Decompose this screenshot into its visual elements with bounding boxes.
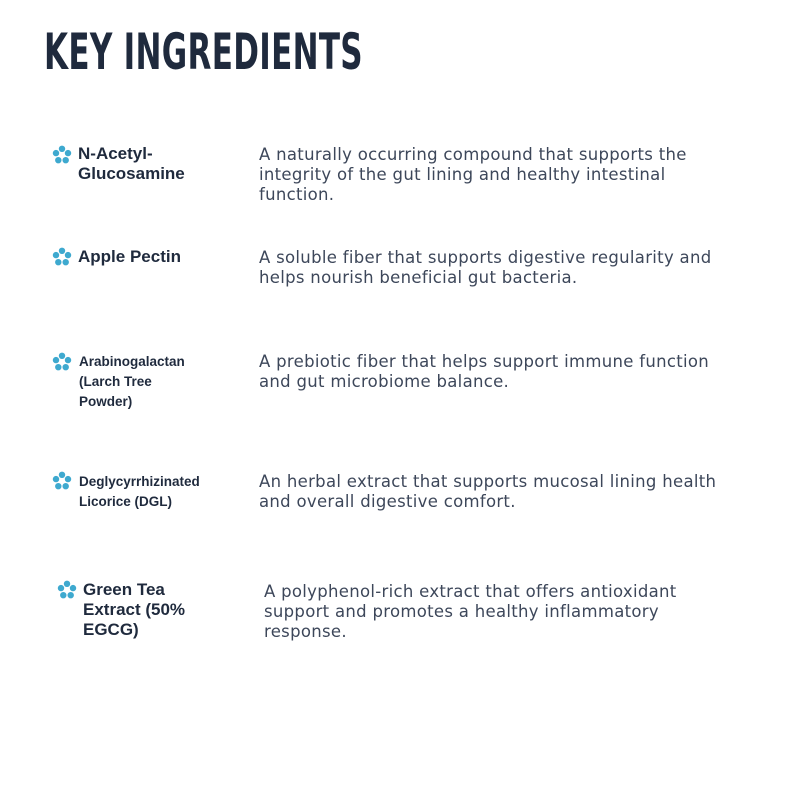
ingredient-description: An herbal extract that supports mucosal lining health and overall digestive comfort. [259,472,717,511]
ingredient-name: Arabinogalactan (Larch Tree Powder) [79,354,185,409]
ingredient-name: Apple Pectin [78,247,181,266]
page-title: KEY INGREDIENTS [44,23,363,81]
ingredient-description: A prebiotic fiber that helps support immune function and gut microbiome balance. [259,352,710,391]
flower-icon [52,247,72,267]
ingredient-name: Deglycyrrhizinated Licorice (DGL) [79,474,200,509]
flower-icon [52,471,72,491]
flower-icon [52,352,72,372]
ingredient-description: A soluble fiber that supports digestive regularity and helps nourish beneficial gut bacteria. [259,248,712,287]
ingredient-description: A naturally occurring compound that supports the integrity of the gut lining and healthy intestinal function. [259,145,687,204]
ingredient-name: Green Tea Extract (50% EGCG) [83,580,186,639]
ingredient-description: A polyphenol-rich extract that offers antioxidant support and promotes a healthy inflammatory response. [264,582,677,641]
ingredient-name: N-Acetyl- Glucosamine [78,144,185,183]
flower-icon [57,580,77,600]
flower-icon [52,145,72,165]
